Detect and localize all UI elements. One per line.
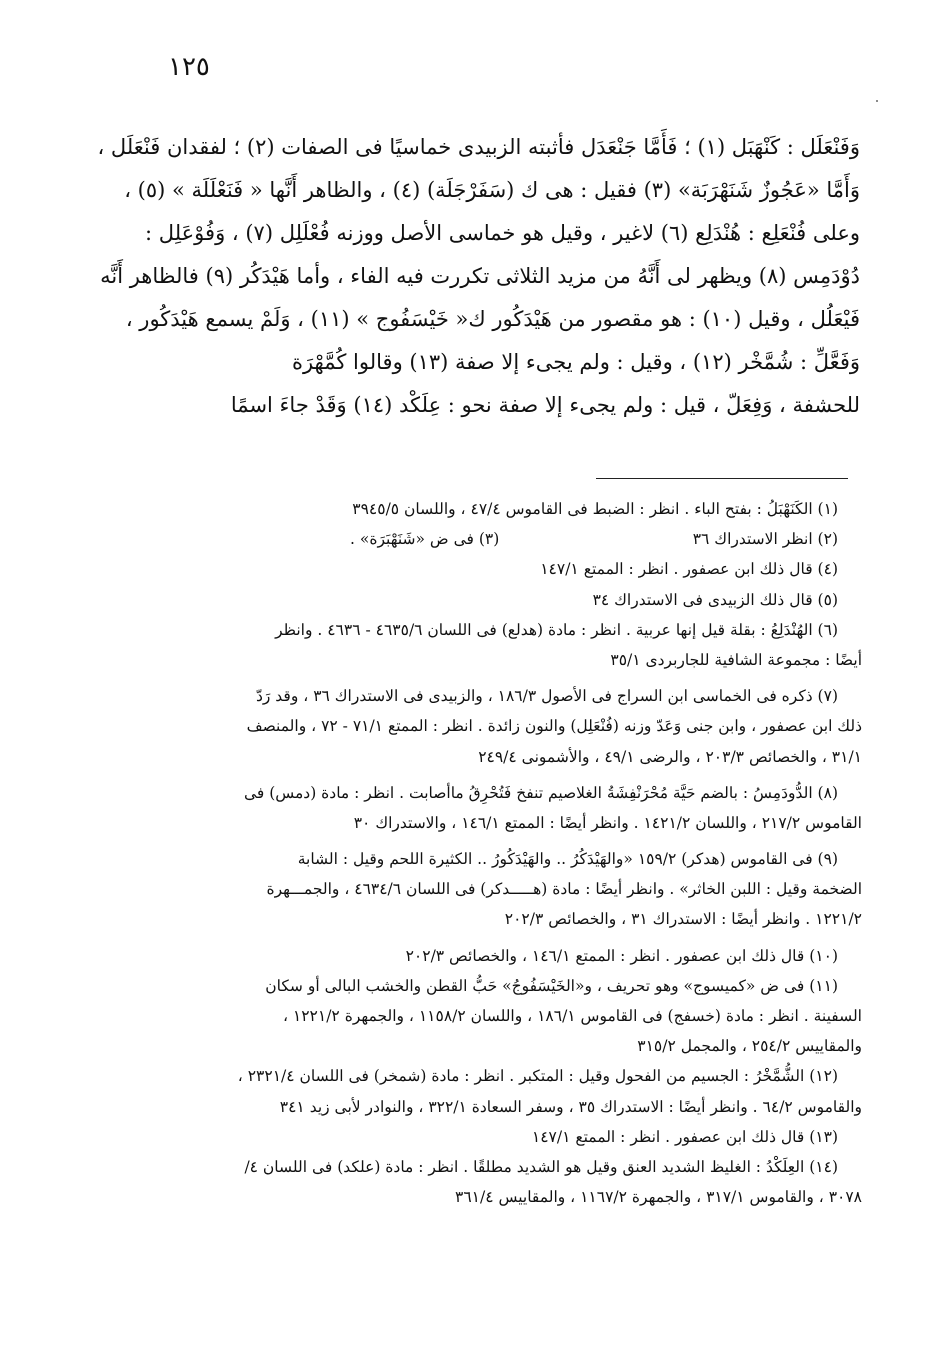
footnote-8-line: (٨) الدُّودَمِسُ : بالضم حَيَّة مُحْرَنْفِشَةُ الغلاصيم تنفخ فَتُحْرِقُ ماأصابت . انظر : مادة (دمس) فى: [243, 783, 838, 802]
footnote-7-line: (٧) ذكره فى الخماسى ابن السراج فى الأصول ١٨٦/٣ ، والزبيدى فى الاستدراك ٣٦ ، وقد رَدّ: [255, 687, 838, 706]
main-line: دُوْدَمِس (٨) ويظهر لى أَنَّهُ من مزيد الثلاثى تكررت فيه الفاء ، وأما هَيْدَكُر (٩) فالظاهر أَنَّه: [100, 264, 860, 288]
footnote-14-line: (١٤) العِلَكْدُ : الغليظ الشديد العنق وقيل هو الشديد مطلقًا . انظر : مادة (علكد) فى اللسان ٤/: [244, 1157, 838, 1176]
footnote-11-line: السفينة . انظر : مادة (خسفج) فى القاموس ١٨٦/١ ، واللسان ١١٥٨/٢ ، والجمهرة ١٢٢١/٢ ،: [282, 1007, 862, 1025]
footnote-12-line: والقاموس ٦٤/٢ . وانظر أيضًا : الاستدراك ٣٥ ، وسفر السعادة ٣٢٢/١ ، والنوادر لأبى زيد ٣٤١: [279, 1097, 862, 1116]
main-line: فَيْعَلُل ، وقيل (١٠) : هو مقصور من هَيْدَكُور ك« خَيْسَفُوج » (١١) ، وَلَمْ يسمع هَيْدَكُور ،: [125, 307, 860, 331]
footnote-7-line: ذلك ابن عصفور ، وابن جنى وَعَدّ وزنه (فُنْعَلِل) والنون زائدة . انظر : الممتع ٧١/١ - ٧٢ ، والمنصف: [246, 717, 862, 736]
scan-speck: [876, 100, 878, 102]
footnote-3: (٣) فى ض «شَنَهْبَرَة» .: [350, 530, 500, 549]
footnote-1: (١) الكَنَهْبَلُ : بفتح الباء . انظر : الضبط فى القاموس ٤٧/٤ ، واللسان ٣٩٤٥/٥: [352, 500, 838, 518]
footnote-row-2-3: [150, 524, 862, 554]
footnote-2: (٢) انظر الاستدراك ٣٦: [692, 530, 838, 549]
footnote-4: (٤) قال ذلك ابن عصفور . انظر : الممتع ١٤٧/١: [540, 560, 838, 579]
footnotes: [150, 494, 862, 1212]
footnote-10: (١٠) قال ذلك ابن عصفور . انظر : الممتع ١٤٦/١ ، والخصائص ٢٠٢/٣: [405, 946, 838, 965]
main-line: وَأَمَّا «عَجُوزٌ شَنَهْرَبَة» (٣) فقيل : هى ك (سَفَرْجَلَة) (٤) ، والظاهر أَنَّها « فَنَعْلَلَة » (٥) ،: [124, 178, 860, 202]
footnote-6-line: أيضًا : مجموعة الشافية للجاربردى ٣٥/١: [610, 650, 862, 669]
footnote-9-line: الضخمة وقيل : اللبن الخاثر» . وانظر أيضًا : مادة (هـــــدكر) فى اللسان ٤٦٣٤/٦ ، والجمـــهرة: [266, 880, 862, 899]
footnote-5: (٥) قال ذلك الزبيدى فى الاستدراك ٣٤: [592, 590, 838, 609]
footnote-9-line: (٩) فى القاموس (هدكر) ١٥٩/٢ «والهَيْدَكُرُ .. والهَيْدَكُورُ .. الكثيرة اللحم وقيل : الشابة: [297, 850, 838, 869]
main-line: وَفَنْعَلَل : كَنْهَبَل (١) ؛ فَأَمَّا جَنْعَدَل فأثبته الزبيدى خماسيًا فى الصفات (٢) ؛ لفقدان فَنْعَلَل ،: [97, 135, 860, 159]
footnote-8-line: القاموس ٢١٧/٢ ، واللسان ١٤٢١/٢ . وانظر أيضًا : الممتع ١٤٦/١ ، والاستدراك ٣٠: [353, 813, 862, 832]
footnote-7-line: ٣١/١ ، والخصائص ٢٠٣/٣ ، والرضى ٤٩/١ ، والأشمونى ٢٤٩/٤: [478, 747, 862, 766]
footnote-11-line: (١١) فى ض «كميسوج» وهو تحريف ، و«الخَيْسَفُوجُ» حَبُّ القطن والخشب البالى أو سكان: [265, 976, 838, 995]
main-line: للحشفة ، وَفِعَلّ ، قيل : ولم يجىء إلا صفة نحو : عِلَكْد (١٤) وَقَدْ جاءَ اسمًا: [230, 393, 860, 417]
footnote-6-line: (٦) الهُنْدَلِعُ : بقلة قيل إنها عربية . انظر : مادة (هدلع) فى اللسان ٤٦٣٥/٦ - ٤٦٣٦ . وانظر: [275, 620, 838, 639]
footnote-14-line: ٣٠٧٨ ، والقاموس ٣١٧/١ ، والجمهرة ١١٦٧/٢ ، والمقاييس ٣٦١/٤: [455, 1188, 862, 1207]
footnote-11-line: والمقاييس ٢٥٤/٢ ، والمجمل ٣١٥/٢: [637, 1037, 862, 1056]
main-text: [97, 126, 860, 427]
main-line: وَفَعَّلِّ : شُمَّخْر (١٢) ، وقيل : ولم يجىء إلا صفة (١٣) وقالوا كُمَّهْرَة: [291, 350, 860, 374]
footnote-9-line: ١٢٢١/٢ . وانظر أيضًا : الاستدراك ٣١ ، والخصائص ٢٠٢/٣: [504, 910, 862, 929]
footnote-12-line: (١٢) الشُّمَّخْرُ : الجسيم من الفحول وقيل : المتكبر . انظر : مادة (شمخر) فى اللسان ٢٣٢١/٤ ،: [237, 1067, 838, 1086]
footnote-13: (١٣) قال ذلك ابن عصفور . انظر : الممتع ١٤٧/١: [531, 1127, 838, 1146]
main-line: وعلى فُنْعَلِع : هُنْدَلِع (٦) لاغير ، وقيل هو خماسى الأصل ووزنه فُعْلَلِل (٧) ، وَفُوْعَلِل :: [145, 221, 860, 245]
footnote-separator: [596, 478, 848, 479]
page-number: ١٢٥: [168, 52, 210, 82]
